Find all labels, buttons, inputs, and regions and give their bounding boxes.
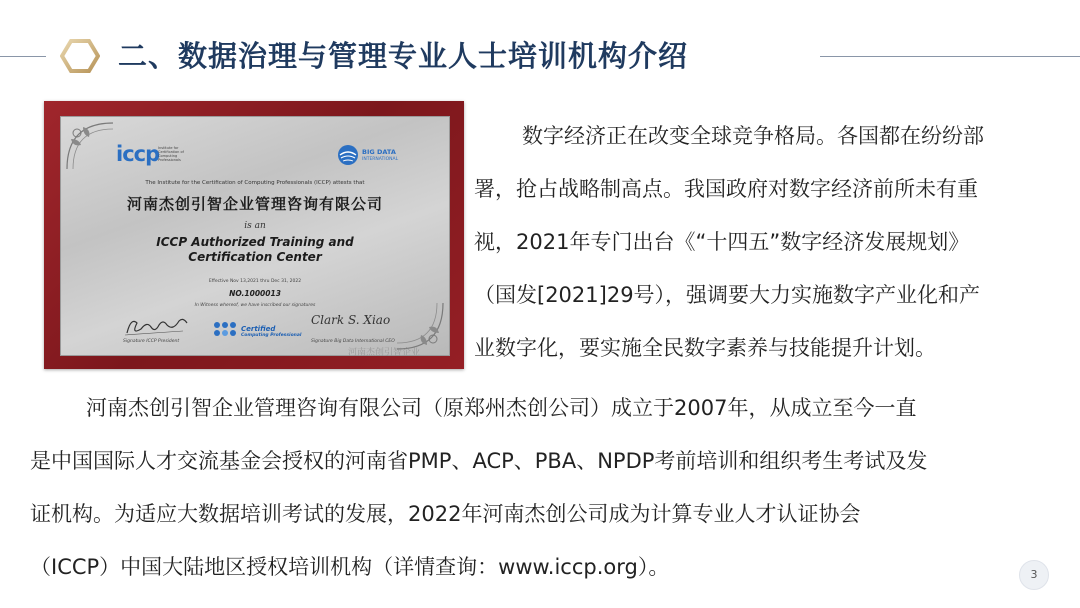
dots-badge-icon [211, 319, 239, 341]
certified-badge-line2: Computing Professional [241, 333, 302, 338]
certificate-effective-dates: Effective Nov 13,2021 thru Dec 31, 2022 [208, 279, 302, 284]
certificate-center-line2: Certification Center [188, 250, 322, 264]
page-title: 二、数据治理与管理专业人士培训机构介绍 [118, 39, 689, 73]
intro-line: （国发[2021]29号），强调要大力实施数字产业化和产 [474, 283, 981, 307]
intro-line: 数字经济正在改变全球竞争格局。各国都在纷纷部 [522, 124, 984, 148]
signature-right-caption: Signature Big Data International CEO [311, 339, 395, 344]
intro-paragraph [474, 110, 1064, 375]
company-line: （ICCP）中国大陆地区授权培训机构（详情查询：www.iccp.org）。 [30, 555, 670, 579]
signature-left-caption: Signature ICCP President [123, 339, 180, 344]
intro-line: 视，2021年专门出台《“十四五”数字经济发展规划》 [474, 230, 970, 254]
certificate-company-name: 河南杰创引智企业管理咨询有限公司 [126, 195, 383, 213]
certificate-witness-line: In Witness whereof, we have inscribed our signatures [194, 303, 316, 308]
signature-left [123, 315, 193, 343]
page-number: 3 [1019, 560, 1049, 590]
company-line: 河南杰创引智企业管理咨询有限公司（原郑州杰创公司）成立于2007年，从成立至今一直 [86, 396, 917, 420]
iccp-logo-subtext: Institute for Certification of Computing Professionals [158, 146, 184, 162]
certificate-center-title [61, 235, 449, 265]
intro-line: 业数字化，要实施全民数字素养与技能提升计划。 [474, 336, 936, 360]
certificate-content [61, 117, 449, 355]
header-rule-left [0, 56, 46, 57]
intro-line: 署，抢占战略制高点。我国政府对数字经济前所未有重 [474, 177, 978, 201]
bigdata-logo-line2: INTERNATIONAL [362, 157, 399, 162]
certificate-center-line1: ICCP Authorized Training and [156, 235, 354, 249]
hexagon-logo-icon [60, 38, 100, 74]
bigdata-logo-line1: BIG DATA [362, 148, 396, 156]
iccp-logo-text: iccp [116, 142, 160, 166]
iccp-logo [116, 142, 184, 166]
certified-badge [211, 319, 302, 345]
signature-right-script: Clark S. Xiao [311, 313, 391, 327]
certificate-attest-line: The Institute for the Certification of Computing Professionals (ICCP) attests that [145, 180, 365, 186]
certificate-plate [60, 116, 450, 356]
certified-badge-line1: Certified [241, 325, 276, 333]
handwritten-signature-icon [123, 315, 193, 339]
company-line: 是中国国际人才交流基金会授权的河南省PMP、ACP、PBA、NPDP考前培训和组织考生考试及发 [30, 449, 928, 473]
certificate-is-an: is an [244, 221, 266, 231]
certified-badge-text [241, 325, 301, 339]
bigdata-logo [336, 143, 399, 171]
header-rule-right [820, 56, 1080, 57]
signature-right [311, 313, 395, 344]
certificate-plaque [44, 101, 464, 369]
globe-icon [336, 143, 360, 167]
company-paragraph [30, 382, 1070, 594]
watermark: 河南杰创引智企业 [348, 348, 421, 358]
company-line: 证机构。为适应大数据培训考试的发展，2022年河南杰创公司成为计算专业人才认证协会 [30, 502, 861, 526]
bigdata-logo-text [362, 149, 398, 163]
certificate-number: NO.1000013 [229, 289, 281, 298]
